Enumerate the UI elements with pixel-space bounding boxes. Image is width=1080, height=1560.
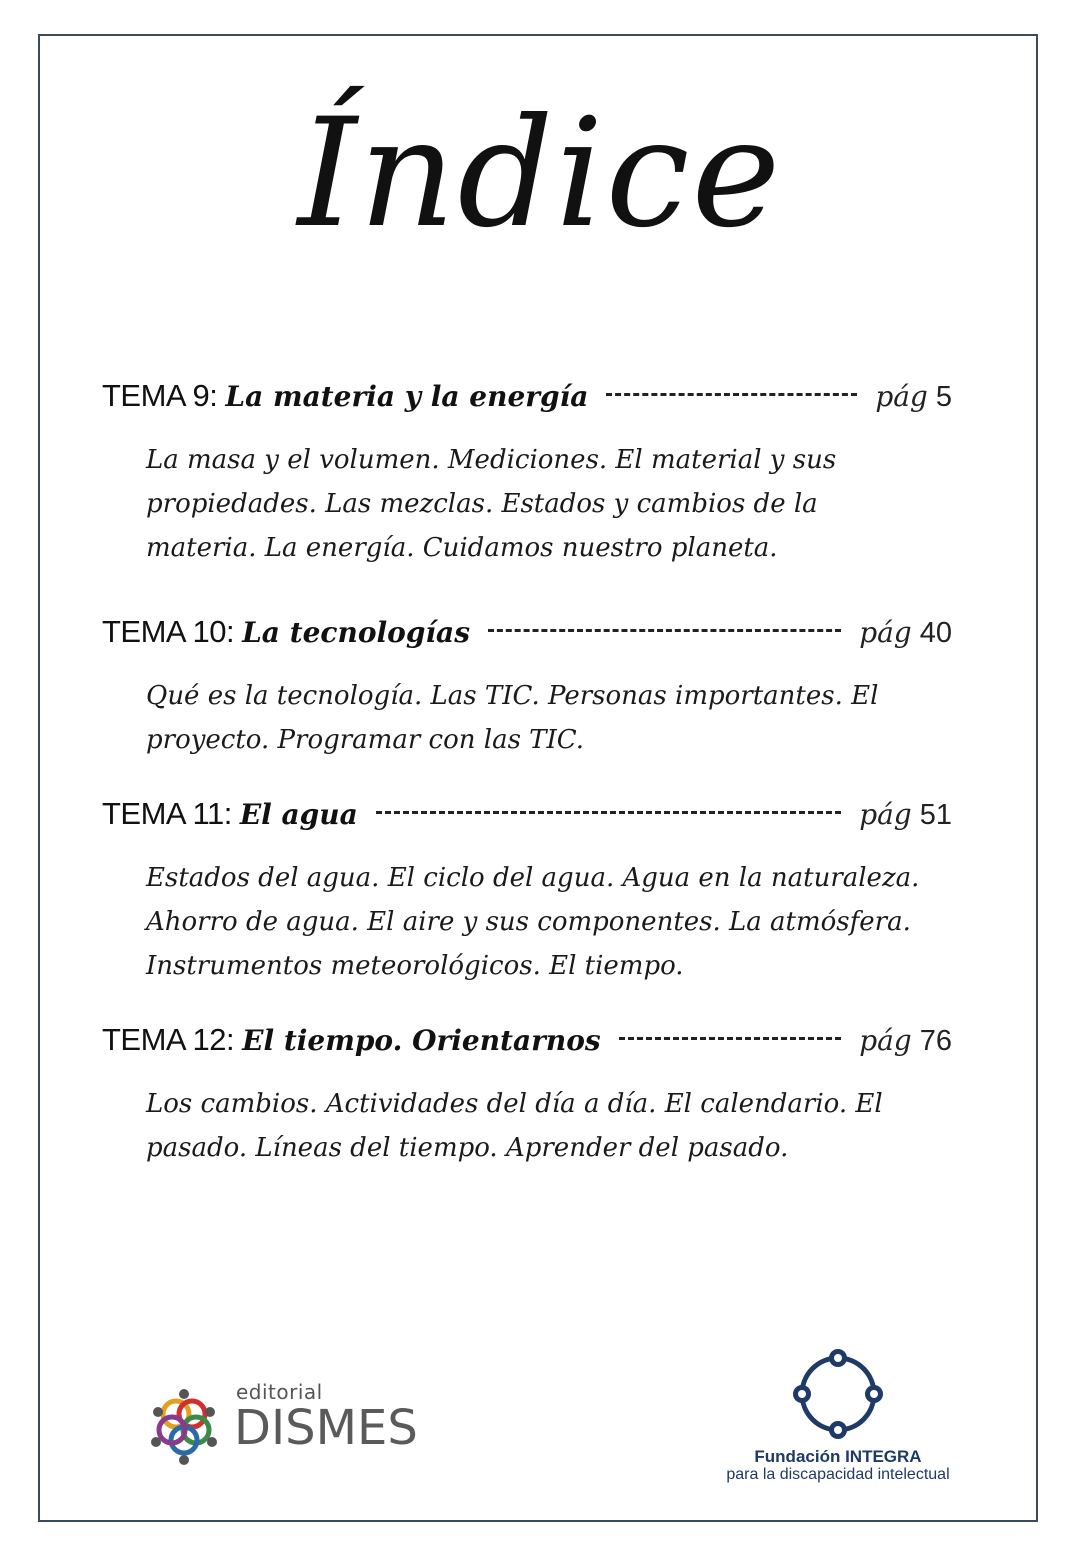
toc-tema-label: TEMA 10:	[102, 614, 235, 649]
toc-tema-label: TEMA 12:	[102, 1022, 235, 1057]
toc-page-number: 40	[919, 617, 952, 649]
dismes-logo-small-text: editorial	[236, 1380, 323, 1404]
toc-leader-dashes	[606, 393, 857, 396]
toc-page-label: pág	[859, 616, 912, 649]
toc-entry-9[interactable]	[102, 378, 952, 570]
toc-page-number: 51	[919, 799, 952, 831]
toc-page-ref	[859, 616, 952, 650]
integra-logo	[718, 1340, 958, 1490]
toc-tema-label: TEMA 11:	[102, 796, 232, 831]
dismes-logo	[146, 1380, 426, 1470]
toc-description: Estados del agua. El ciclo del agua. Agua en la naturaleza. Ahorro de agua. El aire y sus componentes. La atmósfera. Instrumentos meteorológicos. El tiempo.	[146, 863, 920, 981]
toc-leader-dashes	[619, 1037, 842, 1040]
toc-page-label: pág	[875, 380, 928, 413]
toc-tema-label: TEMA 9:	[102, 378, 218, 413]
integra-logo-subtitle: para la discapacidad intelectual	[726, 1466, 950, 1483]
toc-page-label: pág	[859, 1024, 912, 1057]
toc-entry-header	[102, 796, 952, 836]
integra-logo-title: Fundación INTEGRA	[754, 1447, 922, 1466]
toc-tema-name: La materia y la energía	[225, 380, 589, 413]
toc-entry-header	[102, 378, 952, 418]
toc-leader-dashes	[376, 811, 841, 814]
toc-page-label: pág	[859, 798, 912, 831]
toc-page-ref	[859, 1024, 952, 1058]
page-title: Índice	[297, 87, 783, 261]
toc-description: Los cambios. Actividades del día a día. El calendario. El pasado. Líneas del tiempo. Aprender del pasado.	[146, 1089, 883, 1163]
toc-page-ref	[875, 380, 952, 414]
toc-tema-name: El tiempo. Orientarnos	[242, 1024, 601, 1057]
toc-entry-10[interactable]	[102, 614, 952, 762]
toc-entry-header	[102, 1022, 952, 1062]
toc-entry-12[interactable]	[102, 1022, 952, 1170]
toc-page-number: 5	[935, 381, 952, 413]
dismes-flower-icon	[146, 1386, 222, 1466]
toc-page-ref	[859, 798, 952, 832]
toc-entry-header	[102, 614, 952, 654]
toc-tema-name: La tecnologías	[242, 616, 470, 649]
toc-description: Qué es la tecnología. Las TIC. Personas importantes. El proyecto. Programar con las TIC.	[146, 681, 879, 755]
toc-page-number: 76	[919, 1025, 952, 1057]
toc-entry-11[interactable]	[102, 796, 952, 988]
toc-description: La masa y el volumen. Mediciones. El material y sus propiedades. Las mezclas. Estados y cambios de la materia. La energía. Cuidamos nuestro planeta.	[146, 445, 837, 563]
dismes-logo-big-text: DISMES	[234, 1400, 418, 1456]
toc-tema-name: El agua	[239, 798, 358, 831]
toc-leader-dashes	[488, 629, 841, 632]
integra-circle-icon	[788, 1344, 888, 1444]
